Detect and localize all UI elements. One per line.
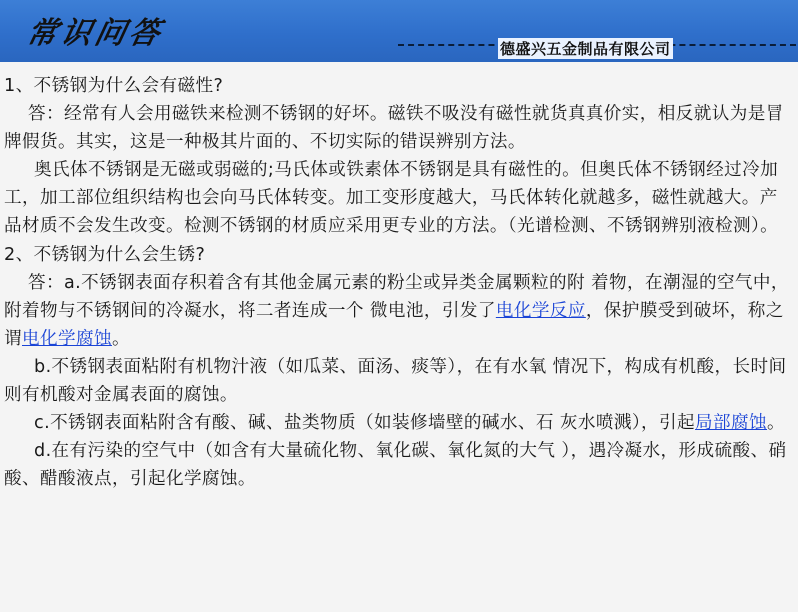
qa-content [4, 72, 794, 493]
answer-2c-text-1: c.不锈钢表面粘附含有酸、碱、盐类物质（如装修墙壁的碱水、石 灰水喷溅），引起 [34, 413, 696, 434]
question-1: 1、不锈钢为什么会有磁性? [4, 76, 224, 96]
answer-2a-text-1: 答：a.不锈钢表面存积着含有其他金属元素的粉尘或异类金属颗粒的附 着物，在潮湿的空气中，附着物与不锈钢间的冷凝水，将二者连成一个 微电池，引发了 [4, 272, 789, 321]
answer-2c [4, 409, 794, 437]
answer-1-lead: 答：经常有人会用磁铁来检测不锈钢的好坏。磁铁不吸没有磁性就货真真价实，相反就认为是冒牌假货。其实，这是一种极其片面的、不切实际的错误辨别方法。 [4, 104, 784, 153]
answer-2a-text-2: ，保护膜受到破坏，称之谓 [4, 300, 784, 349]
question-2: 2、不锈钢为什么会生锈? [4, 244, 206, 265]
company-name: 德盛兴五金制品有限公司 [500, 40, 671, 58]
header-banner [0, 0, 798, 62]
answer-2d: d.在有污染的空气中（如含有大量硫化物、氧化碳、氧化氮的大气 ），遇冷凝水，形成硫酸、硝酸、醋酸液点，引起化学腐蚀。 [4, 441, 787, 490]
answer-1-detail: 奥氏体不锈钢是无磁或弱磁的;马氏体或铁素体不锈钢是具有磁性的。但奥氏体不锈钢经过冷加工，加工部位组织结构也会向马氏体转变。加工变形度越大，马氏体转化就越多，磁性就越大。产品材质不会发生改变。检测不锈钢的材质应采用更专业的方法。（光谱检测、不锈钢辨别液检测）。 [4, 160, 779, 237]
answer-2b: b.不锈钢表面粘附有机物汁液（如瓜菜、面汤、痰等），在有水氧 情况下，构成有机酸，长时间则有机酸对金属表面的腐蚀。 [4, 356, 787, 406]
answer-2a [4, 269, 794, 353]
answer-2a-text-3: 。 [111, 328, 130, 349]
link-local-corrosion[interactable]: 局部腐蚀 [695, 413, 768, 434]
answer-2c-text-2: 。 [767, 413, 786, 434]
banner-title: 常识问答 [23, 16, 167, 51]
link-electrochemical-reaction[interactable]: 电化学反应 [495, 300, 586, 321]
link-electrochemical-corrosion[interactable]: 电化学腐蚀 [22, 328, 112, 349]
